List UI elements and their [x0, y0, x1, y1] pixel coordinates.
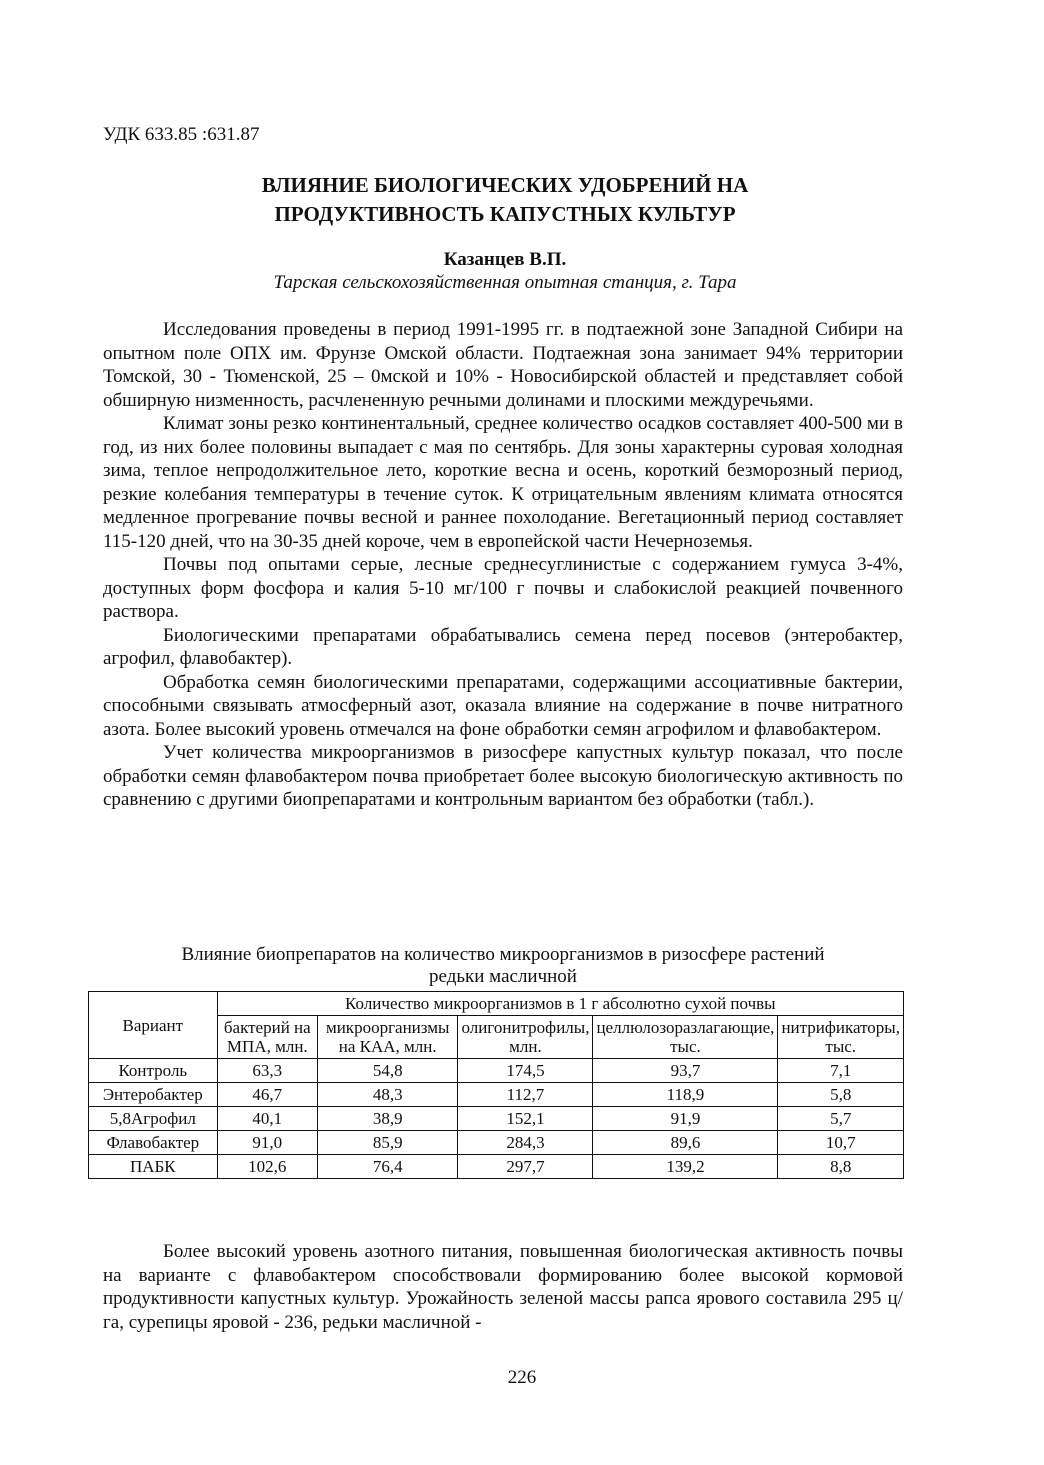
paragraph: Биологическими препаратами обрабатывались семена перед посевов (энтеробактер, агрофил, флавобактер).	[103, 624, 903, 669]
cell-variant: Энтеробактер	[89, 1083, 218, 1107]
table-row	[89, 1131, 904, 1155]
cell-value: 7,1	[778, 1059, 904, 1083]
caption-line-1: Влияние биопрепаратов на количество микроорганизмов в ризосфере растений	[181, 944, 825, 965]
header-oligonitrophils: олигонитрофилы, млн.	[458, 1016, 593, 1059]
title-line-1: ВЛИЯНИЕ БИОЛОГИЧЕСКИХ УДОБРЕНИЙ НА	[261, 173, 749, 197]
paragraph: Климат зоны резко континентальный, среднее количество осадков составляет 400-500 ми в год, из них более половины выпадает с мая по сентябрь. Для зоны характерны суровая холодная зима, теплое непродолжительное лето, короткие весна и осень, короткий безморозный период, резкие колебания температуры в течение суток. К отрицательным явлениям климата относятся медленное прогревание почвы весной и раннее похолодание. Вегетационный период составляет 115-120 дней, что на 30-35 дней короче, чем в европейской части Нечерноземья.	[103, 413, 903, 552]
udk-code: УДК 633.85 :631.87	[103, 124, 260, 145]
cell-variant: Флавобактер	[89, 1131, 218, 1155]
cell-value: 63,3	[217, 1059, 317, 1083]
affiliation: Тарская сельскохозяйственная опытная станция, г. Тара	[273, 272, 737, 293]
cell-value: 8,8	[778, 1155, 904, 1179]
article-title	[100, 171, 910, 229]
header-cellulose: целлюлозоразлагающие, тыс.	[593, 1016, 778, 1059]
table-row	[89, 1083, 904, 1107]
header-kaa: микроорганизмы на КАА, млн.	[317, 1016, 457, 1059]
paragraph: Исследования проведены в период 1991-1995 гг. в подтаежной зоне Западной Сибири на опытном поле ОПХ им. Фрунзе Омской области. Подтаежная зона занимает 94% территории Томской, 30 - Тюменской, 25 – 0мской и 10% - Новосибирской областей и представляет собой обширную низменность, расчлененную речными долинами и плоскими междуречьями.	[103, 319, 903, 411]
paragraph: Почвы под опытами серые, лесные среднесуглинистые с содержанием гумуса 3-4%, доступных форм фосфора и калия 5-10 мг/100 г почвы и слабокислой реакцией почвенного раствора.	[103, 554, 903, 622]
cell-value: 297,7	[458, 1155, 593, 1179]
header-variant: Вариант	[89, 992, 218, 1059]
microorganisms-table	[88, 991, 904, 1179]
author: Казанцев В.П.	[443, 249, 567, 270]
cell-variant: Контроль	[89, 1059, 218, 1083]
table-row	[89, 1107, 904, 1131]
cell-value: 5,8	[778, 1083, 904, 1107]
cell-value: 118,9	[593, 1083, 778, 1107]
cell-value: 89,6	[593, 1131, 778, 1155]
cell-variant: ПАБК	[89, 1155, 218, 1179]
title-line-2: ПРОДУКТИВНОСТЬ КАПУСТНЫХ КУЛЬТУР	[274, 202, 736, 226]
header-nitrifiers: нитрификаторы, тыс.	[778, 1016, 904, 1059]
paragraph: Учет количества микроорганизмов в ризосфере капустных культур показал, что после обработки семян флавобактером почва приобретает более высокую биологическую активность по сравнению с другими биопрепаратами и контрольным вариантом без обработки (табл.).	[103, 742, 903, 810]
cell-value: 284,3	[458, 1131, 593, 1155]
cell-value: 38,9	[317, 1107, 457, 1131]
cell-value: 139,2	[593, 1155, 778, 1179]
caption-line-2: редьки масличной	[429, 966, 577, 987]
header-mpa: бактерий на МПА, млн.	[217, 1016, 317, 1059]
cell-variant: 5,8Агрофил	[89, 1107, 218, 1131]
table-row	[89, 1059, 904, 1083]
page-number: 226	[507, 1367, 537, 1388]
cell-value: 102,6	[217, 1155, 317, 1179]
cell-value: 10,7	[778, 1131, 904, 1155]
table-row	[89, 1155, 904, 1179]
cell-value: 5,7	[778, 1107, 904, 1131]
cell-value: 76,4	[317, 1155, 457, 1179]
paragraph: Более высокий уровень азотного питания, повышенная биологическая активность почвы на варианте с флавобактером способствовали формированию более высокой кормовой продуктивности капустных культур. Урожайность зеленой массы рапса ярового составила 295 ц/га, сурепицы яровой - 236, редьки масличной -	[103, 1241, 903, 1333]
cell-value: 46,7	[217, 1083, 317, 1107]
cell-value: 91,9	[593, 1107, 778, 1131]
closing-text	[103, 1240, 903, 1334]
article-body	[103, 318, 903, 812]
paragraph: Обработка семян биологическими препаратами, содержащими ассоциативные бактерии, способными связывать атмосферный азот, оказала влияние на содержание в почве нитратного азота. Более высокий уровень отмечался на фоне обработки семян агрофилом и флавобактером.	[103, 671, 903, 740]
cell-value: 174,5	[458, 1059, 593, 1083]
cell-value: 93,7	[593, 1059, 778, 1083]
cell-value: 112,7	[458, 1083, 593, 1107]
cell-value: 48,3	[317, 1083, 457, 1107]
header-group: Количество микроорганизмов в 1 г абсолютно сухой почвы	[217, 992, 903, 1016]
table-caption	[103, 944, 903, 988]
cell-value: 85,9	[317, 1131, 457, 1155]
cell-value: 54,8	[317, 1059, 457, 1083]
cell-value: 40,1	[217, 1107, 317, 1131]
cell-value: 152,1	[458, 1107, 593, 1131]
cell-value: 91,0	[217, 1131, 317, 1155]
